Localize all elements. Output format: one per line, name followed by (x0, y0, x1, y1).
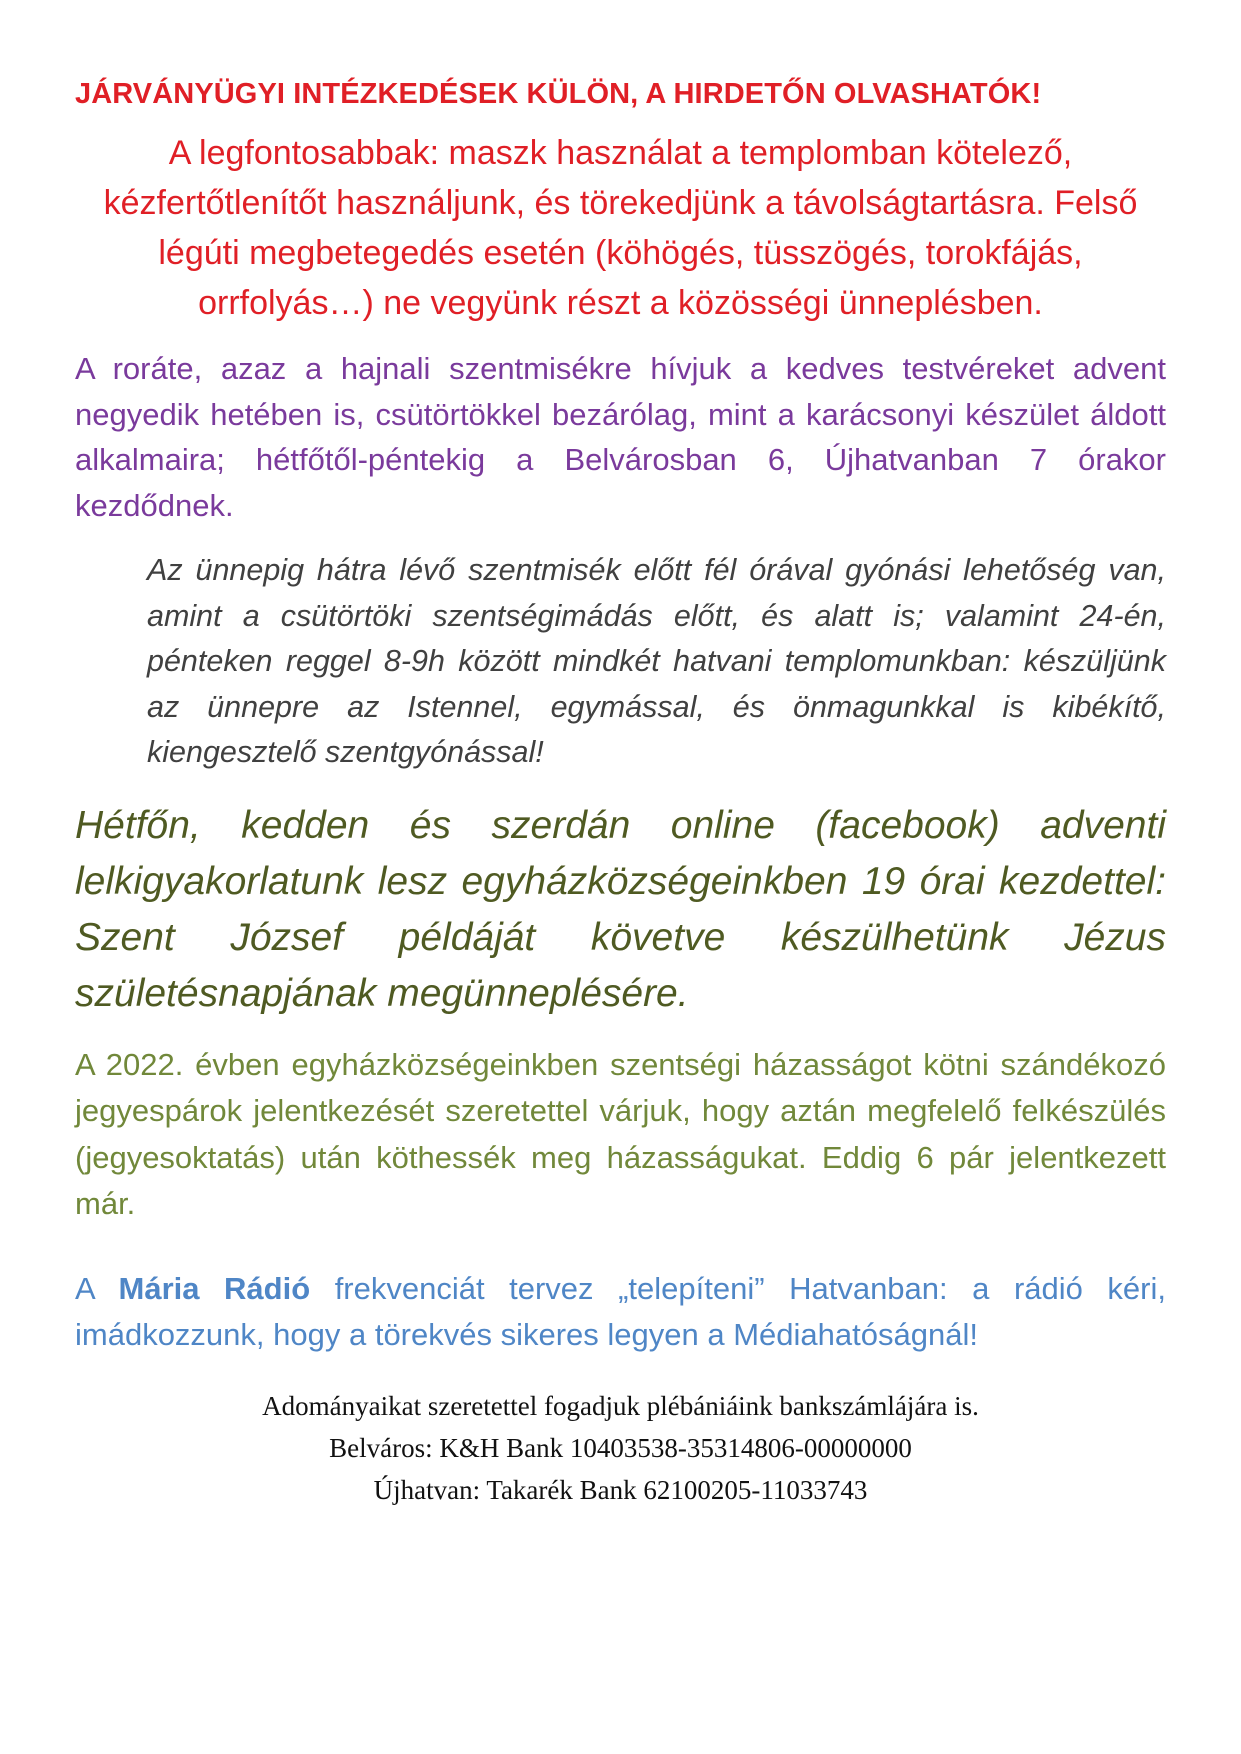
donation-intro: Adományaikat szeretettel fogadjuk plébániáink bankszámlájára is. (262, 1390, 979, 1421)
radio-prefix: A (75, 1270, 119, 1306)
marriage-announcement: A 2022. évben egyházközségeinkben szentségi házasságot kötni szándékozó jegyespárok jelentkezését szeretettel várjuk, hogy aztán megfelelő felkészülés (jegyesoktatás) után köthessék meg házasságukat. Eddig 6 pár jelentkezett már. (75, 1046, 1166, 1222)
donation-belvaros-account: Belváros: K&H Bank 10403538-35314806-00000000 (329, 1432, 912, 1463)
confession-announcement: Az ünnepig hátra lévő szentmisék előtt fél órával gyónási lehetőség van, amint a csütörtöki szentségimádás előtt, és alatt is; valamint 24-én, pénteken reggel 8-9h között mindkét hatvani templomunkban: készüljünk az ünnepre az Istennel, egymással, és önmagunkkal is kibékítő, kiengesztelő szentgyónással! (147, 553, 1166, 770)
donation-ujhatvan-account: Újhatvan: Takarék Bank 62100205-11033743 (373, 1474, 868, 1505)
radio-announcement (75, 1266, 1166, 1359)
radio-text: frekvenciát tervez „telepíteni” Hatvanban: a rádió kéri, imádkozzunk, hogy a törekvés sikeres legyen a Médiahatóságnál! (75, 1270, 1166, 1353)
retreat-announcement: Hétfőn, kedden és szerdán online (facebook) adventi lelkigyakorlatunk lesz egyházközségeinkben 19 órai kezdettel: Szent József példáját követve készülhetünk Jézus születésnapjának megünneplésére. (75, 803, 1166, 1015)
important-rules: A legfontosabbak: maszk használat a templomban kötelező, kézfertőtlenítőt használjunk, és törekedjünk a távolságtartásra. Felső légúti megbetegedés esetén (köhögés, tüsszögés, torokfájás, orrfolyás…) ne vegyünk részt a közösségi ünneplésben. (103, 134, 1138, 323)
rorate-announcement: A roráte, azaz a hajnali szentmisékre hívjuk a kedves testvéreket advent negyedik hetében is, csütörtökkel bezárólag, mint a karácsonyi készület áldott alkalmaira; hétfőtől-péntekig a Belvárosban 6, Újhatvanban 7 órakor kezdődnek. (75, 351, 1166, 523)
donation-info (75, 1385, 1166, 1511)
radio-name: Mária Rádió (118, 1270, 311, 1306)
epidemic-heading: JÁRVÁNYÜGYI INTÉZKEDÉSEK KÜLÖN, A HIRDETŐN OLVASHATÓK! (75, 78, 1042, 110)
